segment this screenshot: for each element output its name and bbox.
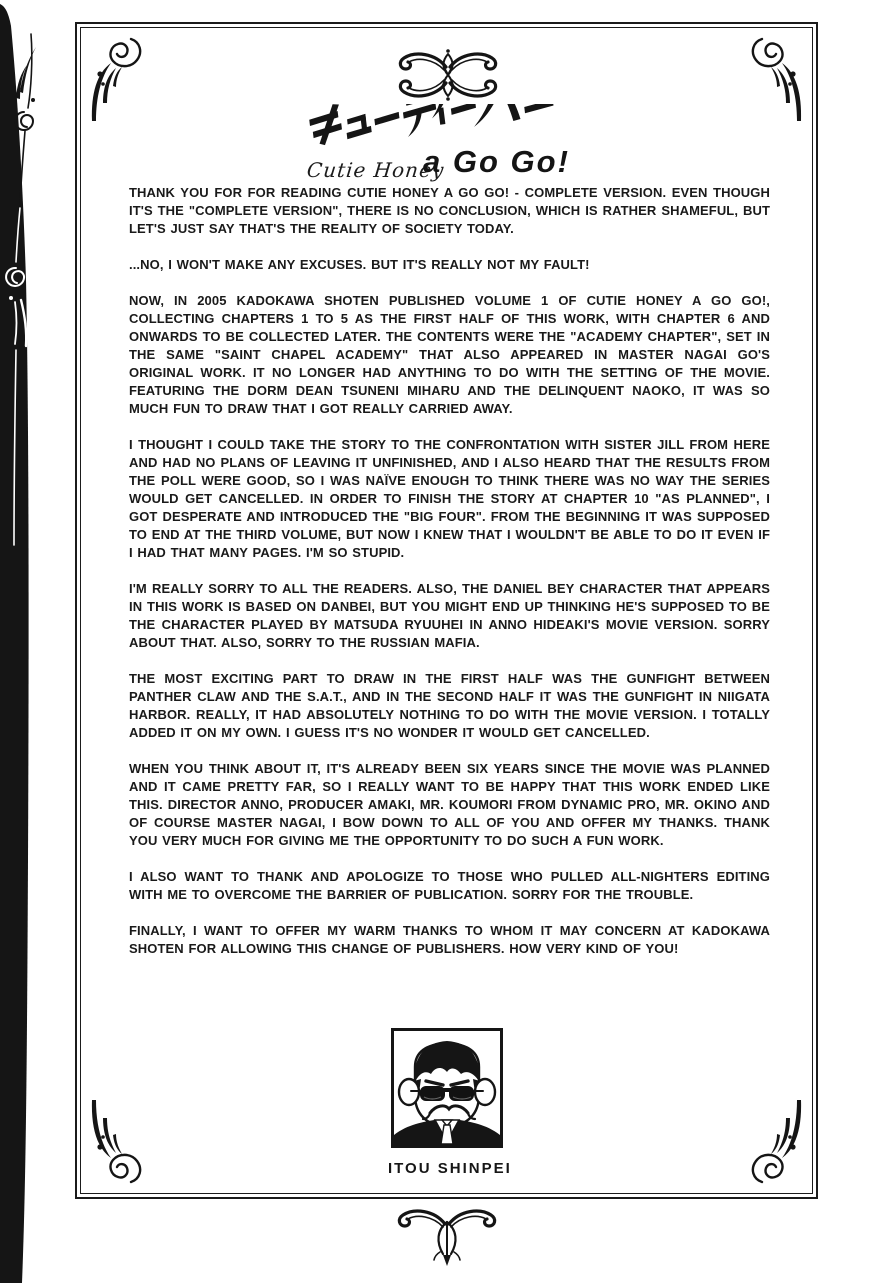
afterword-paragraph: FINALLY, I WANT TO OFFER MY WARM THANKS TO WHOM IT MAY CONCERN AT KADOKAWA SHOTEN FOR ALLOWING THIS CHANGE OF PUBLISHERS. HOW VERY KIND OF YOU! [129, 923, 770, 956]
afterword-paragraph: I THOUGHT I COULD TAKE THE STORY TO THE CONFRONTATION WITH SISTER JILL FROM HERE AND HAD NO PLANS OF LEAVING IT UNFINISHED, AND I ALSO HEARD THAT THE RESULTS FROM THE POLL WERE GOOD, SO I WAS NAÏVE ENOUGH TO THINK THERE WAS NO WAY THE SERIES WOULD GET CANCELLED. IN ORDER TO FINISH THE STORY AT CHAPTER 10 "AS PLANNED", I GOT DESPERATE AND INTRODUCED THE "BIG FOUR". FROM THE BEGINNING IT WAS SUPPOSED TO END AT THE THIRD VOLUME, BUT NOW I KNEW THAT I WOULDN'T BE ABLE TO DO IT EVEN IF I HAD THAT MANY PAGES. I'M SO STUPID. [129, 437, 770, 560]
title-logo [305, 104, 595, 188]
afterword-paragraph: THE MOST EXCITING PART TO DRAW IN THE FIRST HALF WAS THE GUNFIGHT BETWEEN PANTHER CLAW AND THE S.A.T., AND IN THE SECOND HALF IT WAS THE GUNFIGHT IN NIIGATA HARBOR. REALLY, IT HAD ABSOLUTELY NOTHING TO DO WITH THE MOVIE VERSION. I TOTALLY ADDED IT ON MY OWN. I GUESS IT'S NO WONDER IT WOULD GET CANCELLED. [129, 671, 770, 740]
logo-gogo-text: a Go Go! [423, 144, 570, 179]
logo-script-subtitle: Cutie Honey [305, 158, 446, 182]
afterword-paragraph: I'M REALLY SORRY TO ALL THE READERS. ALSO, THE DANIEL BEY CHARACTER THAT APPEARS IN THIS WORK IS BASED ON DANBEI, BUT YOU MIGHT END UP THINKING HE'S SUPPOSED TO BE THE CHARACTER PLAYED BY MATSUDA RYUUHEI IN ANNO HIDEAKI'S MOVIE VERSION. SORRY ABOUT THAT. ALSO, SORRY TO THE RUSSIAN MAFIA. [129, 581, 770, 650]
logo-subtitle-row [305, 144, 595, 188]
author-portrait-figure [388, 1028, 512, 1177]
corner-flourish-bottom-left [84, 1094, 146, 1190]
corner-flourish-top-right [747, 31, 809, 127]
afterword-paragraph: NOW, IN 2005 KADOKAWA SHOTEN PUBLISHED VOLUME 1 OF CUTIE HONEY A GO GO!, COLLECTING CHAPTERS 1 TO 5 AS THE FIRST HALF OF THIS WORK, WITH CHAPTER 6 AND ONWARDS TO BE COLLECTED LATER. THE CONTENTS WERE THE "ACADEMY CHAPTER", SET IN THE SAME "SAINT CHAPEL ACADEMY" THAT ALSO APPEARED IN MASTER NAGAI GO'S ORIGINAL WORK. IT NO LONGER HAD ANYTHING TO DO WITH THE SETTING OF THE MOVIE. FEATURING THE DORM DEAN TSUNENI MIHARU AND THE DELINQUENT NAOKO, IT WAS SO MUCH FUN TO DRAW THAT I GOT REALLY CARRIED AWAY. [129, 293, 770, 416]
afterword-paragraph: THANK YOU FOR FOR READING CUTIE HONEY A GO GO! - COMPLETE VERSION. EVEN THOUGH IT'S THE "COMPLETE VERSION", THERE IS NO CONCLUSION, WHICH IS RATHER SHAMEFUL, BUT LET'S JUST SAY THAT'S THE REALITY OF SOCIETY TODAY. [129, 185, 770, 236]
corner-flourish-top-left [84, 31, 146, 127]
bottom-flourish-ornament [392, 1206, 502, 1270]
author-name-caption: ITOU SHINPEI [388, 1160, 512, 1177]
afterword-text [129, 184, 770, 976]
top-flourish-ornament [393, 46, 503, 104]
corner-flourish-bottom-right [747, 1094, 809, 1190]
scan-edge-strip [0, 0, 48, 1283]
afterword-paragraph: I ALSO WANT TO THANK AND APOLOGIZE TO THOSE WHO PULLED ALL-NIGHTERS EDITING WITH ME TO OVERCOME THE BARRIER OF PUBLICATION. SORRY FOR THE TROUBLE. [129, 869, 770, 902]
author-portrait [391, 1028, 503, 1148]
afterword-paragraph: ...NO, I WON'T MAKE ANY EXCUSES. BUT IT'S REALLY NOT MY FAULT! [129, 257, 590, 272]
afterword-paragraph: WHEN YOU THINK ABOUT IT, IT'S ALREADY BEEN SIX YEARS SINCE THE MOVIE WAS PLANNED AND IT CAME PRETTY FAR, SO I REALLY WANT TO BE HAPPY THAT THIS WORK ENDED LIKE THIS. DIRECTOR ANNO, PRODUCER AMAKI, MR. KOUMORI FROM DYNAMIC PRO, MR. OKINO AND OF COURSE MASTER NAGAI, I BOW DOWN TO ALL OF YOU AND OFFER MY THANKS. THANK YOU VERY MUCH FOR GIVING ME THE OPPORTUNITY TO DO SUCH A FUN WORK. [129, 761, 770, 848]
page-frame [75, 22, 818, 1199]
